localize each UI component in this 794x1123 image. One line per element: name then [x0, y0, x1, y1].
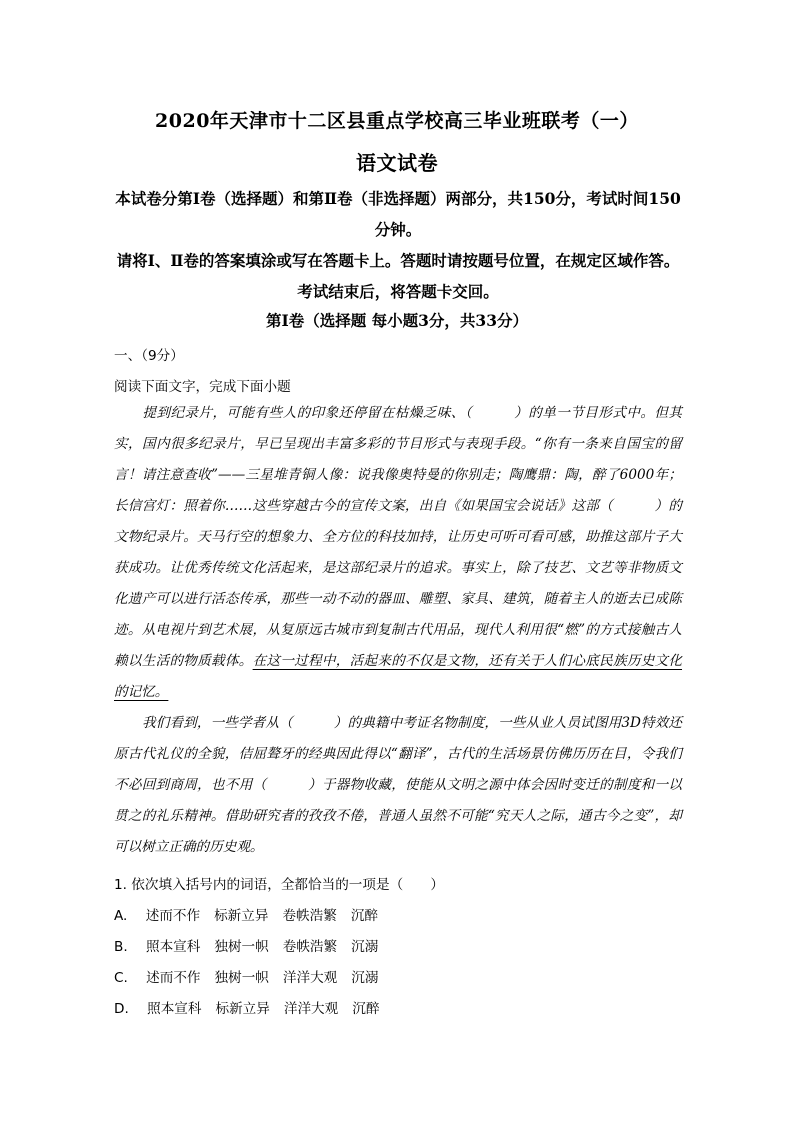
- option-word: 沉溺: [351, 970, 379, 986]
- passage-paragraph-2: [114, 708, 682, 863]
- passage-paragraph-1: [114, 398, 682, 708]
- exam-note-1: 本试卷分第Ⅰ卷（选择题）和第Ⅱ卷（非选择题）两部分，共150分，考试时间150分钟。: [115, 189, 681, 239]
- option-word: 述而不作: [145, 908, 201, 924]
- option-label: D.: [114, 1001, 129, 1017]
- option-word: 独树一帜: [214, 970, 269, 986]
- volume-heading: 第Ⅰ卷（选择题 每小题3分，共33分）: [265, 311, 528, 330]
- option-word: 洋洋大观: [283, 1001, 339, 1017]
- option-word: 照本宣科: [147, 1001, 202, 1017]
- option-word: 独树一帜: [214, 939, 269, 955]
- option-a: [114, 904, 392, 924]
- option-word: 洋洋大观: [282, 970, 338, 986]
- section-heading: 一、（9分）: [114, 348, 184, 364]
- exam-note-2: 请将Ⅰ、Ⅱ卷的答案填涂或写在答题卡上。答题时请按题号位置，在规定区域作答。考试结束后，将答题卡交回。: [116, 251, 680, 301]
- section-instruction: 阅读下面文字，完成下面小题: [114, 379, 291, 395]
- passage-p2-text: 我们看到，一些学者从（ ）的典籍中考证名物制度，一些从业人员试图用3D特效还原古代礼仪的全貌，佶屈聱牙的经典因此得以“翻译”，古代的生活场景仿佛历历在目，令我们不必回到商周，也不用（ ）于器物收藏，使能从文明之源中体会因时变迁的制度和一以贯之的礼乐精神。借助研究者的孜孜不倦，普通人虽然不可能“究天人之际，通古今之变”，却可以树立正确的历史观。: [114, 715, 682, 855]
- passage-p1-text: 提到纪录片，可能有些人的印象还停留在枯燥乏味、（ ）的单一节目形式中。但其实，国内很多纪录片，早已呈现出丰富多彩的节目形式与表现手段。“你有一条来自国宝的留言！请注意查收”——三星堆青铜人像：说我像奥特曼的你别走；陶鹰鼎：陶，醉了6000年；长信宫灯：照着你……这些穿越古今的宣传文案，出自《如果国宝会说话》这部（ ）的文物纪录片。天马行空的想象力、全方位的科技加持，让历史可听可看可感，助推这部片子大获成功。让优秀传统文化活起来，是这部纪录片的追求。事实上，除了技艺、文艺等非物质文化遗产可以进行活态传承，那些一动不动的器皿、雕塑、家具、建筑，随着主人的逝去已成陈迹。从电视片到艺术展，从复原远古城市到复制古代用品，现代人利用很“燃”的方式接触古人赖以生活的物质载体。: [114, 405, 682, 669]
- option-word: 标新立异: [215, 1001, 270, 1017]
- exam-title: 2020年天津市十二区县重点学校高三毕业班联考（一）: [155, 110, 639, 132]
- option-word: 沉醉: [352, 1001, 380, 1017]
- option-word: 标新立异: [214, 908, 269, 924]
- option-b: [114, 935, 392, 955]
- option-word: 沉醉: [350, 908, 379, 924]
- option-word: 卷帙浩繁: [282, 908, 337, 924]
- option-word: 卷帙浩繁: [282, 939, 338, 955]
- passage-underlined-sentence: 在这一过程中，活起来的不仅是文物，还有关于人们心底民族历史文化的记忆。: [114, 653, 683, 700]
- option-word: 照本宣科: [145, 939, 201, 955]
- option-label: A.: [114, 908, 128, 924]
- exam-subtitle: 语文试卷: [356, 151, 438, 175]
- option-d: [114, 997, 393, 1017]
- option-c: [114, 966, 392, 986]
- option-label: B.: [114, 939, 128, 955]
- option-word: 沉溺: [351, 939, 379, 955]
- option-label: C.: [114, 970, 128, 986]
- question-stem: 1. 依次填入括号内的词语，全都恰当的一项是（ ）: [114, 877, 444, 893]
- option-word: 述而不作: [146, 970, 201, 986]
